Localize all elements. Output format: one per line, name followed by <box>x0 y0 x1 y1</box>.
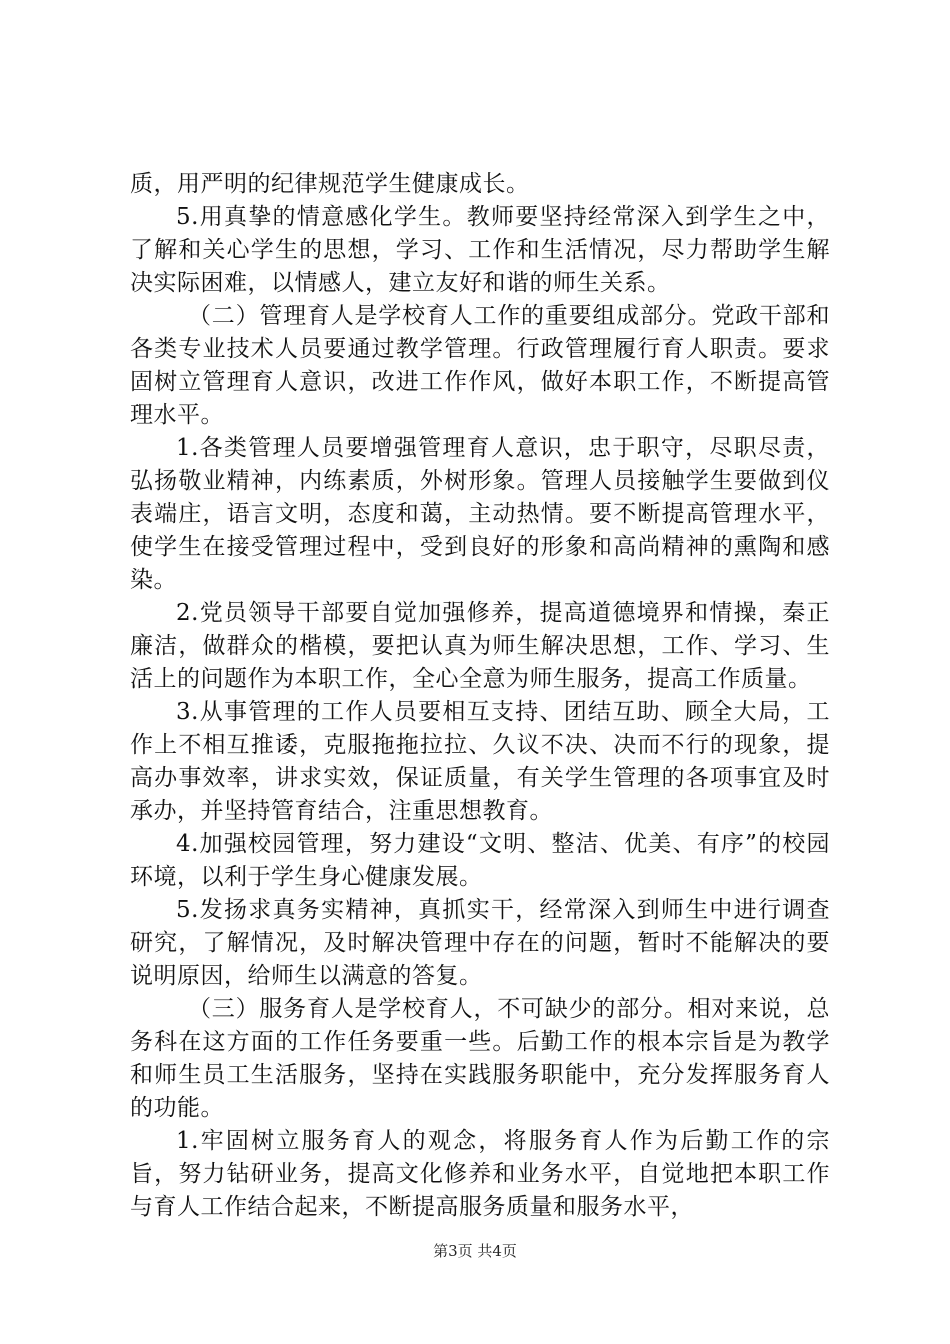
paragraph-section-3-service: （三）服务育人是学校育人，不可缺少的部分。相对来说，总务科在这方面的工作任务要重一些。后勤工作的根本宗旨是为教学和师生员工生活服务，坚持在实践服务职能中，充分发挥服务育人的功能。 <box>130 996 830 1121</box>
paragraph-continuation: 质，用严明的纪律规范学生健康成长。 <box>130 171 530 197</box>
document-body <box>130 168 830 1224</box>
paragraph-item-1-service-concept: 1.牢固树立服务育人的观念，将服务育人作为后勤工作的宗旨，努力钻研业务，提高文化修养和业务水平，自觉地把本职工作与育人工作结合起来，不断提高服务质量和服务水平， <box>130 1128 830 1220</box>
paragraph-item-2-party-leaders: 2.党员领导干部要自觉加强修养，提高道德境界和情操，秦正廉洁，做群众的楷模，要把认真为师生解决思想，工作、学习、生活上的问题作为本职工作，全心全意为师生服务，提高工作质量。 <box>130 600 830 692</box>
paragraph-item-5-pragmatism: 5.发扬求真务实精神，真抓实干，经常深入到师生中进行调查研究，了解情况，及时解决管理中存在的问题，暂时不能解决的要说明原因，给师生以满意的答复。 <box>130 897 830 989</box>
page-number: 第3页 共4页 <box>433 1242 517 1260</box>
paragraph-item-1-managers: 1.各类管理人员要增强管理育人意识，忠于职守，尽职尽责，弘扬敬业精神，内练素质，外树形象。管理人员接触学生要做到仪表端庄，语言文明，态度和蔼，主动热情。要不断提高管理水平，使学生在接受管理过程中，受到良好的形象和高尚精神的熏陶和感染。 <box>130 435 830 593</box>
paragraph-section-2-management: （二）管理育人是学校育人工作的重要组成部分。党政干部和各类专业技术人员要通过教学管理。行政管理履行育人职责。要求固树立管理育人意识，改进工作作风，做好本职工作，不断提高管理水平。 <box>130 303 830 428</box>
paragraph-item-3-staff-cooperation: 3.从事管理的工作人员要相互支持、团结互助、顾全大局，工作上不相互推诿，克服拖拖拉拉、久议不决、决而不行的现象，提高办事效率，讲求实效，保证质量，有关学生管理的各项事宜及时承办，并坚持管育结合，注重思想教育。 <box>130 699 830 824</box>
paragraph-item-4-campus: 4.加强校园管理，努力建设“文明、整洁、优美、有序”的校园环境，以利于学生身心健康发展。 <box>130 831 830 890</box>
paragraph-item-5-sincere-feelings: 5.用真挚的情意感化学生。教师要坚持经常深入到学生之中，了解和关心学生的思想，学习、工作和生活情况，尽力帮助学生解决实际困难，以情感人，建立友好和谐的师生关系。 <box>130 204 830 296</box>
